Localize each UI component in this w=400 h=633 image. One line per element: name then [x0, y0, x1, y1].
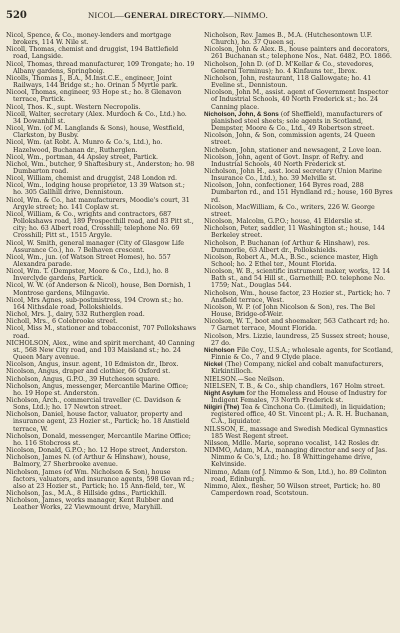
directory-entry: Nicol, Wm., jun. (of Watson Street Homes), ho. 557 Alexandra parade.: [6, 253, 171, 268]
directory-entry: Nicholson, James, works manager, Kent Rubber and Leather Works, 22 Viewmount drive, Maryhill.: [6, 497, 174, 512]
entry-text: Nicolson, W. B., scientific instrument maker, works, 12 14 Bath st., and 54 Hill st., Garnethill; P.O. telephone No. 1759; Nat., Douglas 544.: [204, 268, 391, 290]
directory-entry: [204, 225, 394, 239]
entry-text: Nimmo, Adam (of J. Nimmo & Son, Ltd.), ho. 89 Colinton road, Edinburgh.: [204, 468, 387, 483]
directory-entry: [204, 361, 394, 375]
entry-text: (The) Company, nickel and cobalt manufacturers, Kirkintilloch.: [211, 361, 384, 376]
directory-entry: Nicol, Wm., portman, 44 Apsley street, Partick.: [6, 153, 159, 161]
directory-entry: Nicholson, James (of Wm. Nicholson & Son), house factors, valuators, and insurance agents, 598 Govan rd.; also at 23 Hozier st., Partick; ho. 15 Ann-field, ter., W.: [6, 468, 195, 490]
directory-entry: [204, 483, 394, 497]
directory-entry: Nicool, Thomas, engineer, 93 Hope st.; ho. 8 Glenavon terrace, Partick.: [6, 89, 182, 104]
entry-bold-lead: Nilgiri (The): [204, 404, 240, 412]
directory-entry: [204, 290, 394, 304]
entry-text: Nicholson, Rev. James B., M.A. (Hutchesontown U.F. Church), ho. 37 Queen sq.: [204, 32, 373, 47]
entry-text: Nicholson, John, restaurant, 118 Gallowgate; ho. 41 Eveline st., Dennistoun.: [204, 74, 372, 90]
entry-text: File Coy., U.S.A.; wholesale agents, for Scotland, Finnie & Co., 7 and 9 Clyde place.: [211, 346, 393, 362]
directory-entry: Nicoll, Walter, secretary (Alex. Murdoch & Co., Ltd.) ho. 34 Dowanhill st.: [6, 110, 187, 125]
entry-text: Nilsson, Mdlle. Marie, soprano vocalist, 142 Rosles dr.: [204, 439, 380, 447]
directory-entry: Nicholson, Angus, messenger, Mercantile Marine Office; ho. 19 Hope st. Anderston.: [6, 382, 189, 397]
running-title: [88, 10, 268, 20]
directory-entry: [204, 240, 394, 254]
directory-entry: [204, 32, 394, 46]
directory-entry: Nicol, Wm. (of M. Langlands & Sons), house, Westfield, Clarkston, by Busby.: [6, 125, 185, 140]
directory-entry: Nicolson, Angus, draper and clothier, 66 Oxford st.: [6, 368, 171, 376]
entry-text: Nicolson, John, & Son, commission agents, 24 Queen street.: [204, 132, 376, 147]
directory-entry: [204, 333, 394, 347]
directory-entry: Nicol, Thomas, thread manufacturer, 109 Trongate; ho. 19 Albany gardens, Springboig.: [6, 60, 195, 75]
entry-text: Nicolson, Mrs. Lizzie, laundress, 25 Sussex street; house, 27 do.: [204, 332, 390, 347]
directory-entry: NICHOLSON, Alex., wine and spirit merchant, 40 Canning st., 568 New City road, and 103 Maisland st.; ho. 24 Queen Mary avenue.: [6, 339, 195, 362]
title-main: GENERAL DIRECTORY.: [124, 10, 226, 20]
directory-entry: [204, 347, 394, 361]
directory-entry: [204, 440, 394, 447]
page-header: [6, 10, 394, 26]
directory-entry: [204, 168, 394, 182]
directory-entry: Nicol, Mrs Agnes, sub-postmistress, 194 Crown st.; ho. 164 Nithsdale road, Pollokshields.: [6, 296, 184, 311]
directory-entry: Nicol, Wm., lodging house proprietor, 13 39 Watson st.; ho. 305 Gallhill drive, Dennistoun.: [6, 182, 185, 197]
directory-entry: Nicholson, Daniel, house factor, valuator, property and insurance agent, 23 Hozier st., Partick; ho. 18 Anstield terrace, W.: [6, 411, 190, 433]
entry-text: Nicolson, Robert A., M.A., B.Sc., science master, High School; ho. 2 Ethel ter., Mount Florida.: [204, 253, 379, 268]
directory-entry: Nicol, Wm. T. (Dempster, Moore & Co., Ltd.), ho. 8 Inverclyde gardens, Partick.: [6, 268, 169, 283]
entry-text: Nicolson, John, agent of Govt. Inspr. of Refry. and Industrial Schools, 40 North Frederick st.: [204, 153, 364, 168]
directory-entry: Nicol, Miss M., stationer and tobacconist, 707 Pollokshaws road.: [6, 325, 197, 340]
directory-entry: [204, 182, 394, 203]
directory-entry: [204, 154, 394, 168]
directory-entry: [204, 147, 394, 154]
directory-entry: [204, 447, 394, 468]
entry-text: Nicholson, John, stationer and newsagent, 2 Love loan.: [204, 146, 382, 154]
directory-entry: [204, 376, 394, 383]
directory-columns: [6, 32, 394, 511]
directory-entry: Nicolson, Angus, insur. agent, 10 Edmiston dr., Ibrox.: [6, 361, 179, 369]
left-column: [6, 32, 196, 511]
entry-text: Nicolson, MacWilliam, & Co., writers, 226 W. George street.: [204, 203, 375, 218]
directory-entry: [204, 268, 394, 289]
directory-entry: Nicoll, Thomas, chemist and druggist, 194 Battlefield road, Langside.: [6, 46, 179, 61]
directory-entry: Nicolls, Thomas J., B.A., M.Inst.C.E., engineer, Joint Railways, 144 Bridge st.; ho. Orinan 5 Myrtle park.: [6, 74, 178, 90]
directory-entry: Nicol, Spence, & Co., money-lenders and mortgage brokers, 114 W. Nile st.: [6, 32, 172, 47]
entry-text: Nicholson, John D. (of D. M'Kellar & Co., stevedores, General Terminus); ho. 4 Kinfauns ter., Ibrox.: [204, 60, 374, 75]
directory-entry: Nicolson, Donald, G.P.O.; ho. 12 Hope street, Anderston.: [6, 447, 188, 455]
entry-text: NIELSEN, T. B., & Co., ship chandlers, 167 Holm street.: [204, 382, 385, 390]
directory-entry: [204, 89, 394, 110]
directory-entry: [204, 204, 394, 218]
entry-text: Nicholson, Peter, saddler, 11 Washington st.; house, 144 Berkeley street.: [204, 225, 385, 240]
entry-text: Nicolson, W. P. (of John Nicolson & Son), res. The Bel House, Bridge-of-Weir.: [204, 303, 376, 319]
entry-bold-lead: Nicholson: [204, 346, 235, 354]
directory-entry: Nicholson, James N. (of Arthur & Hinshaw), house, Balmory, 27 Sherbrooke avenue.: [6, 454, 171, 469]
entry-text: Nicolson, Malcolm, G.P.O.; house, 41 Elderslie st.: [204, 218, 363, 226]
directory-entry: Nicol, William, chemist and druggist, 248 London rd.: [6, 175, 178, 183]
directory-entry: [204, 75, 394, 89]
title-prefix: NICOL—: [88, 10, 125, 20]
entry-text: Nicolson, W. T., boot and shoemaker, 563 Cathcart rd; ho. 7 Garnet terrace, Mount Florida.: [204, 318, 390, 333]
directory-entry: [204, 469, 394, 483]
entry-text: NIMMO, Adam, M.A., managing director and secy of Jas. Nimmo & Co.'s, Ltd.; ho. 18 Whittingehame drive, Kelvinside.: [204, 447, 388, 469]
entry-bold-lead: Nickel: [204, 361, 223, 369]
entry-bold-lead: Night Asylum: [204, 389, 245, 397]
right-column: [204, 32, 394, 511]
directory-entry: [204, 46, 394, 60]
entry-text: Nicolson, John M., assist. agent of Government Inspector of Industrial Schools, 40 North Frederick st.; ho. 24 Canning place.: [204, 89, 389, 111]
directory-entry: [204, 132, 394, 146]
title-suffix: —NIMMO.: [225, 10, 268, 20]
directory-entry: [204, 404, 394, 425]
entry-text: NIELSON.—See Neilson.: [204, 375, 285, 383]
directory-entry: [204, 318, 394, 332]
entry-text: for the Homeless and House of Industry for Indigent Females, 73 North Frederick st.: [211, 389, 387, 404]
entry-text: Nicholson, Wm., house factor, 23 Hozier st., Partick; ho. 7 Ansfield terrace, West.: [204, 289, 391, 304]
directory-entry: Nicol, Wm. & Co., hat manufacturers, Moodie's court, 31 Argyle street; ho. 141 Coplaw st.: [6, 196, 190, 211]
entry-text: Nicholson, P. Buchanan (of Arthur & Hinshaw), res. Dunmorlie, 63 Albert dr., Pollokshields.: [204, 239, 370, 254]
directory-entry: [204, 390, 394, 404]
directory-entry: Nicholson, Jas., M.A., 8 Hillside gdns., Partickhill.: [6, 490, 167, 497]
entry-text: Nicholson, John H., asst. local secretary (Union Marine Insurance Co., Ltd.), ho. 39 Melville st.: [204, 167, 382, 183]
directory-entry: [204, 383, 394, 390]
page-number: 520: [6, 10, 27, 21]
entry-text: (of Sheffield), manufacturers of planished steel sheets; sole agents in Scotland, Dempster, Moore & Co., Ltd., 49 Robertson street.: [211, 110, 383, 133]
entry-bold-lead: Nicholson, John, & Sons: [204, 110, 279, 118]
directory-entry: [204, 61, 394, 75]
directory-entry: Nicol, W. W. (of Anderson & Nicol), house, Ben Dornish, 1 Montrose gardens, Milngavie.: [6, 282, 192, 297]
directory-entry: Nicholson, Arch., commercial traveller (C. Davidson & Sons, Ltd.); ho. 17 Newton street.: [6, 396, 182, 412]
directory-entry: [204, 254, 394, 268]
directory-entry: Nicol, Wm. (at Robt. A. Munro & Co.'s, Ltd.), ho. Hazelwood, Buchanan dr., Rutherglen.: [6, 139, 163, 154]
entry-text: NILSSON, E., massage and Swedish Medical Gymnastics 185 West Regent street.: [204, 425, 388, 440]
directory-entry: Nicholson, Donald, messenger, Mercantile Marine Office; ho. 116 Stobcross st.: [6, 432, 191, 447]
directory-entry: [204, 426, 394, 440]
directory-entry: Nicol, Thos. K., supt. Western Necropolis.: [6, 103, 141, 111]
directory-entry: Nichol, Wm., butcher, 9 Shaftesbury st., Anderston; ho. 98 Dumbarton road.: [6, 160, 195, 175]
directory-entry: [204, 304, 394, 318]
entry-text: Nicolson, John, confectioner, 164 Byres road, 288 Dumbarton rd., and 151 Hyndland rd.; house, 160 Byres rd.: [204, 182, 393, 204]
directory-entry: [204, 111, 394, 132]
directory-entry: Nicol, William, & Co., wrights and contractors, 687 Pollokshaws road, 189 Prospecthill road, and 83 Pitt st., city; ho. 63 Albert road, Crosshill; telephone No. 69 Crosshill; Pitt st., 1515 Argyle.: [6, 210, 194, 240]
directory-entry: Nicholson, Angus, G.P.O., 39 Hutcheson square.: [6, 375, 160, 383]
directory-entry: Nichol, Mrs. J., dairy, 532 Rutherglen road.: [6, 311, 145, 319]
entry-text: Nimmo, Alex., flesher, 50 Wilson street, Partick; ho. 80 Camperdown road, Scotstoun.: [204, 482, 381, 497]
entry-text: Tea & Cinchona Co. (Limited), in liquidation; registered office, 40 St. Vincent pl.; A. R. H. Buchanan, C.A., liquidator.: [211, 404, 389, 426]
directory-entry: Nicol, W. Smith, general manager (City of Glasgow Life Assurance Co.), ho. 7 Belhaven crescent.: [6, 239, 185, 254]
directory-entry: Nicholl, Mrs., 6 Colebrooke street.: [6, 318, 118, 326]
entry-text: Nicolson, John & Alex. B., house painters and decorators, 261 Buchanan st.; telephone Nos., Nat. 6482, P.O. 1866.: [204, 46, 392, 61]
